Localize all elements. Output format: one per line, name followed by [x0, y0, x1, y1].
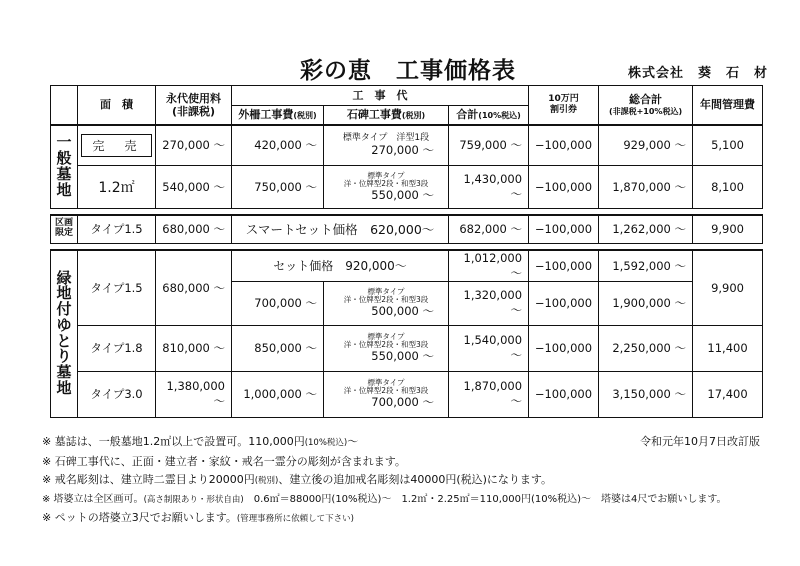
smart-set-price: スマートセット価格 620,000～ — [232, 215, 449, 244]
note-text: ※ 戒名彫刻は、建立時二霊目より20000円 — [42, 473, 255, 486]
fence-note: (税別) — [293, 111, 317, 121]
annual-cell: 17,400 — [693, 371, 763, 417]
note-tail: 、建立後の追加戒名彫刻は40000円(税込)になります。 — [278, 473, 553, 486]
total-cell: 1,430,000 ～ — [449, 166, 529, 209]
header-row-1 — [51, 86, 763, 106]
stone-cell — [324, 166, 449, 209]
note-item — [42, 471, 727, 491]
fence-cell: 1,000,000 ～ — [232, 371, 324, 417]
discount-label-2: 割引券 — [550, 104, 578, 115]
discount-cell: −100,000 — [529, 215, 599, 244]
grand-cell: 2,250,000 ～ — [599, 325, 693, 371]
grand-total-note: (非課税+10%税込) — [608, 106, 683, 116]
fence-cell: 420,000 ～ — [232, 125, 324, 166]
table-row — [51, 125, 763, 166]
header-construction: 工 事 代 — [232, 86, 529, 106]
total-label: 合計 — [456, 108, 479, 122]
table-row — [51, 325, 763, 371]
fence-label: 外柵工事費 — [238, 108, 294, 122]
stone-price: 550,000 ～ — [371, 349, 434, 364]
page-title: 彩の恵 工事価格表 — [300, 58, 516, 84]
discount-cell: −100,000 — [529, 281, 599, 325]
note-tail: 0.6㎡＝88000円(10%税込)～ 1.2㎡・2.25㎡＝110,000円(10%税込)～ 塔婆は4尺でお願いします。 — [243, 493, 727, 505]
grand-cell: 1,900,000 ～ — [599, 281, 693, 325]
total-cell: 1,012,000 ～ — [449, 250, 529, 282]
annual-cell: 5,100 — [693, 125, 763, 166]
stone-price: 500,000 ～ — [371, 304, 434, 319]
stone-type: 標準タイプ — [367, 377, 405, 387]
set-price: セット価格 920,000～ — [232, 250, 449, 282]
stone-cell — [324, 281, 449, 325]
revision-date: 令和元年10月7日改訂版 — [640, 435, 760, 448]
grand-cell: 1,592,000 ～ — [599, 250, 693, 282]
stone-type-2: 洋・位牌型2段・和型3段 — [343, 340, 429, 350]
total-cell: 759,000 ～ — [449, 125, 529, 166]
total-cell: 1,320,000 ～ — [449, 281, 529, 325]
stone-type: 標準タイプ — [367, 286, 405, 296]
note-text: ※ 石碑工事代に、正面・建立者・家紋・戒名一霊分の彫刻が含まれます。 — [42, 454, 406, 468]
note-small: (10%税込) — [304, 438, 348, 448]
stone-price: 550,000 ～ — [371, 188, 434, 203]
discount-label: 10万円 — [548, 93, 579, 104]
stone-cell — [324, 371, 449, 417]
discount-cell: −100,000 — [529, 371, 599, 417]
eternal-fee-note: (非課税) — [171, 104, 216, 118]
grand-total-label: 総合計 — [629, 93, 663, 107]
header-area: 面 積 — [78, 86, 156, 125]
annual-cell: 11,400 — [693, 325, 763, 371]
note-text: ※ 墓誌は、一般墓地1.2㎡以上で設置可。110,000円 — [42, 435, 305, 448]
table-row — [51, 215, 763, 244]
stone-price: 270,000 ～ — [371, 142, 434, 157]
header-grand-total — [599, 86, 693, 125]
type-cell: タイプ3.0 — [78, 371, 156, 417]
area-cell: 1.2㎡ — [78, 166, 156, 209]
type-cell: タイプ1.5 — [78, 250, 156, 326]
header-fence — [232, 106, 324, 125]
eternal-cell: 680,000 ～ — [156, 250, 232, 326]
limited-label-1: 区画 — [54, 218, 73, 229]
annual-cell: 8,100 — [693, 166, 763, 209]
header-discount — [529, 86, 599, 125]
header-eternal-fee — [156, 86, 232, 125]
fence-cell: 750,000 ～ — [232, 166, 324, 209]
table-row — [51, 166, 763, 209]
annual-cell: 9,900 — [693, 215, 763, 244]
note-item — [42, 433, 727, 453]
discount-cell: −100,000 — [529, 125, 599, 166]
stone-label: 石碑工事費 — [346, 108, 402, 122]
note-small: (管理事務所に依頼して下さい) — [236, 514, 354, 524]
company-name: 株式会社 葵 石 材 — [628, 66, 769, 81]
note-small: (高さ制限あり・形状自由) — [143, 494, 244, 505]
header-annual-fee: 年間管理費 — [693, 86, 763, 125]
eternal-cell: 1,380,000 ～ — [156, 371, 232, 417]
grand-cell: 929,000 ～ — [599, 125, 693, 166]
header-total — [449, 106, 529, 125]
stone-type-2: 洋・位牌型2段・和型3段 — [343, 386, 429, 396]
general-label-text: 一般墓地 — [56, 133, 72, 199]
sold-out-badge: 完 売 — [81, 134, 151, 157]
discount-cell: −100,000 — [529, 325, 599, 371]
green-label — [51, 250, 78, 418]
eternal-cell: 810,000 ～ — [156, 325, 232, 371]
total-note: (10%税込) — [478, 111, 521, 121]
eternal-cell: 540,000 ～ — [156, 166, 232, 209]
eternal-cell: 680,000 ～ — [156, 215, 232, 244]
stone-price: 700,000 ～ — [371, 395, 434, 410]
header-blank — [51, 86, 78, 125]
total-cell: 1,540,000 ～ — [449, 325, 529, 371]
stone-type: 標準タイプ — [367, 170, 405, 180]
table-row — [51, 371, 763, 417]
note-item — [42, 509, 727, 529]
stone-type: 標準タイプ — [367, 331, 405, 341]
area-cell — [78, 125, 156, 166]
note-tail: ～ — [347, 435, 359, 448]
price-table — [50, 85, 763, 418]
limited-label — [51, 215, 78, 244]
total-cell: 682,000 ～ — [449, 215, 529, 244]
grand-cell: 1,262,000 ～ — [599, 215, 693, 244]
eternal-cell: 270,000 ～ — [156, 125, 232, 166]
general-label — [51, 125, 78, 209]
annual-cell: 9,900 — [693, 250, 763, 326]
grand-cell: 1,870,000 ～ — [599, 166, 693, 209]
stone-cell — [324, 325, 449, 371]
note-item — [42, 491, 727, 510]
fence-cell: 850,000 ～ — [232, 325, 324, 371]
discount-cell: −100,000 — [529, 166, 599, 209]
stone-cell — [324, 125, 449, 166]
stone-type-2: 洋・位牌型2段・和型3段 — [343, 295, 429, 305]
note-small: (税別) — [254, 476, 279, 486]
fence-cell: 700,000 ～ — [232, 281, 324, 325]
limited-label-2: 限定 — [54, 228, 73, 239]
stone-note: (税別) — [401, 111, 426, 121]
grand-cell: 3,150,000 ～ — [599, 371, 693, 417]
note-text: ※ 塔婆立は全区画可。 — [42, 493, 144, 505]
discount-cell: −100,000 — [529, 250, 599, 282]
notes — [42, 433, 727, 529]
table-row — [51, 250, 763, 282]
type-cell: タイプ1.5 — [78, 215, 156, 244]
eternal-fee-label: 永代使用料 — [166, 91, 221, 105]
stone-type-2: 洋・位牌型2段・和型3段 — [343, 179, 429, 189]
header-stone — [324, 106, 449, 125]
stone-type: 標準タイプ 洋型1段 — [342, 133, 430, 144]
type-cell: タイプ1.8 — [78, 325, 156, 371]
note-text: ※ ペットの塔婆立3尺でお願いします。 — [42, 511, 237, 524]
green-label-text: 緑地付ゆとり墓地 — [56, 268, 72, 397]
note-item — [42, 453, 727, 472]
total-cell: 1,870,000 ～ — [449, 371, 529, 417]
